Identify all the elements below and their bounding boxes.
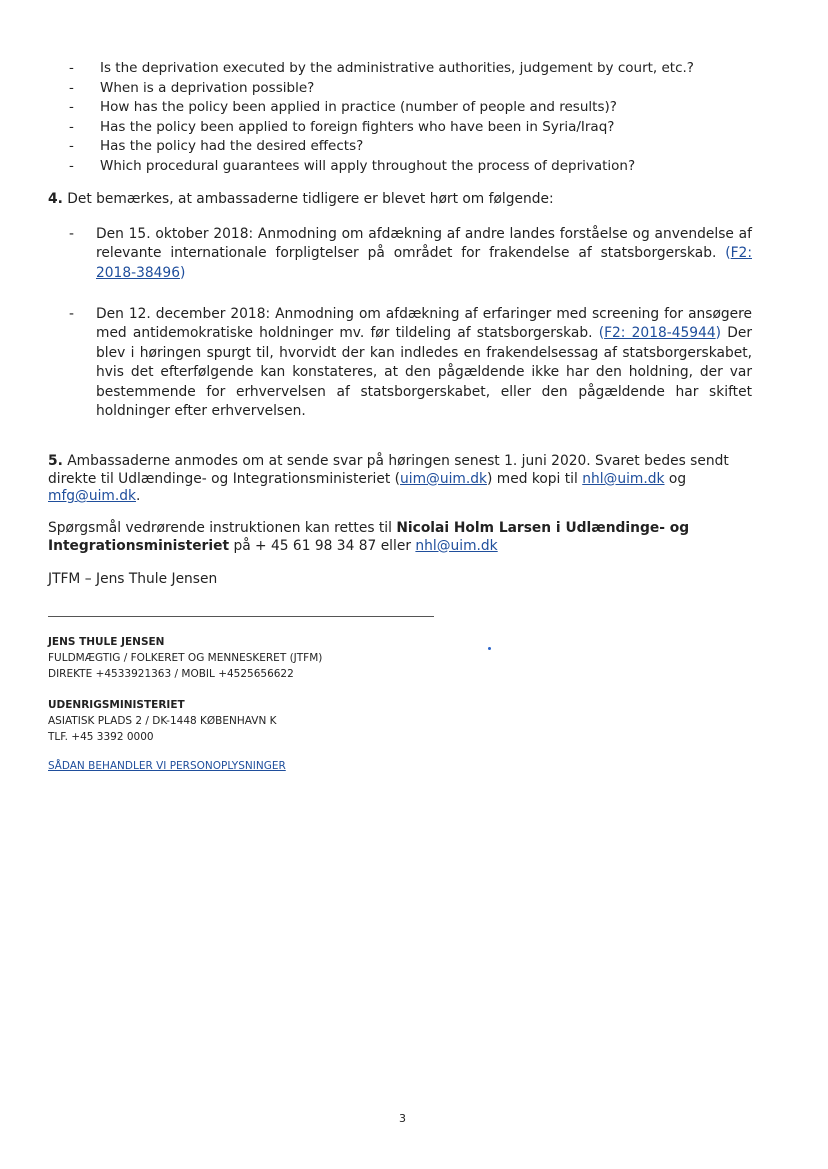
privacy-link[interactable]: SÅDAN BEHANDLER VI PERSONOPLYSNINGER [48, 760, 286, 772]
organization-address: ASIATISK PLADS 2 / DK-1448 KØBENHAVN K [48, 715, 277, 727]
section-number: 5. [48, 453, 63, 469]
signature-block [48, 634, 322, 682]
section-4-heading [48, 191, 554, 207]
list-item: - Is the deprivation executed by the administrative authorities, judgement by court, etc.? [66, 59, 766, 79]
email-link-nhl[interactable]: nhl@uim.dk [582, 470, 665, 487]
contact-paragraph: Spørgsmål vedrørende instruktionen kan rettes til Nicolai Holm Larsen i Udlændinge- og Integrationsministeriet på + 45 61 98 34 87 eller nhl@uim.dk [48, 520, 690, 554]
stray-dot [488, 647, 491, 650]
organization-name: UDENRIGSMINISTERIET [48, 699, 185, 711]
reference-link[interactable]: F2: 2018-38496 [96, 245, 752, 281]
email-link-contact[interactable]: nhl@uim.dk [415, 537, 498, 554]
page-number: 3 [399, 1112, 406, 1125]
signature-name: JENS THULE JENSEN [48, 636, 165, 648]
question-text: Has the policy had the desired effects? [100, 138, 364, 155]
list-item: - How has the policy been applied in practice (number of people and results)? [66, 98, 766, 118]
section-5: 5. Ambassaderne anmodes om at sende svar på høringen senest 1. juni 2020. Svaret bedes sendt direkte til Udlændinge- og Integrationsministeriet (uim@uim.dk) med kopi til nhl@uim.dk og mfg@uim.dk. [48, 453, 729, 505]
section-number: 4. [48, 191, 63, 207]
list-item: - Den 15. oktober 2018: Anmodning om afdækning af andre landes forståelse og anvendelse af relevante internationale forpligtelser på området for frakendelse af statsborgerskab. (F2: 2018-38496) [66, 225, 752, 283]
signature-title: FULDMÆGTIG / FOLKERET OG MENNESKERET (JTFM) [48, 652, 323, 664]
email-link-mfg[interactable]: mfg@uim.dk [48, 488, 137, 505]
question-text: When is a deprivation possible? [100, 79, 315, 96]
question-text: Has the policy been applied to foreign fighters who have been in Syria/Iraq? [100, 118, 615, 135]
organization-block [48, 697, 277, 745]
list-item: - Has the policy been applied to foreign fighters who have been in Syria/Iraq? [66, 118, 766, 138]
question-list [66, 59, 766, 177]
question-text: How has the policy been applied in practice (number of people and results)? [100, 99, 617, 116]
email-link-uim[interactable]: uim@uim.dk [400, 470, 487, 487]
list-item: - When is a deprivation possible? [66, 79, 766, 99]
item-text: Den 15. oktober 2018: Anmodning om afdækning af andre landes forståelse og anvendelse af relevante internationale forpligtelser på området for frakendelse af statsborgerskab. (F2: 2018-38496) [96, 226, 752, 281]
list-item: - Which procedural guarantees will apply throughout the process of deprivation? [66, 157, 766, 177]
item-text: Den 12. december 2018: Anmodning om afdækning af erfaringer med screening for ansøgere med antidemokratiske holdninger mv. før tildeling af statsborgerskab. (F2: 2018-45944) Der blev i høringen spurgt til, hvorvidt der kan indledes en frakendelsessag af statsborgerskabet, hvis det efterfølgende kan konstateres, at den pågældende ikke har den holdning, der var bestemmende for erhvervelsen af statsborgerskabet, eller den pågældende har skiftet holdninger efter erhvervelsen. [96, 306, 752, 420]
signoff: JTFM – Jens Thule Jensen [48, 571, 218, 587]
list-item: - Has the policy had the desired effects? [66, 137, 766, 157]
list-item: - Den 12. december 2018: Anmodning om afdækning af erfaringer med screening for ansøgere med antidemokratiske holdninger mv. før tildeling af statsborgerskab. (F2: 2018-45944) Der blev i høringen spurgt til, hvorvidt der kan indledes en frakendelsessag af statsborgerskabet, hvis det efterfølgende kan konstateres, at den pågældende ikke har den holdning, der var bestemmende for erhvervelsen af statsborgerskabet, eller den pågældende har skiftet holdninger efter erhvervelsen. [66, 305, 752, 421]
reference-link[interactable]: F2: 2018-45944 [604, 325, 716, 342]
signature-phones: DIREKTE +4533921363 / MOBIL +4525656622 [48, 668, 294, 680]
section-text: Det bemærkes, at ambassaderne tidligere er blevet hørt om følgende: [67, 191, 554, 207]
signature-divider [48, 616, 434, 617]
contact-person: Nicolai Holm Larsen i Udlændinge- og Integrationsministeriet [48, 520, 690, 554]
question-text: Is the deprivation executed by the administrative authorities, judgement by court, etc.? [100, 60, 694, 76]
organization-phone: TLF. +45 3392 0000 [48, 731, 154, 743]
question-text: Which procedural guarantees will apply throughout the process of deprivation? [100, 157, 636, 174]
